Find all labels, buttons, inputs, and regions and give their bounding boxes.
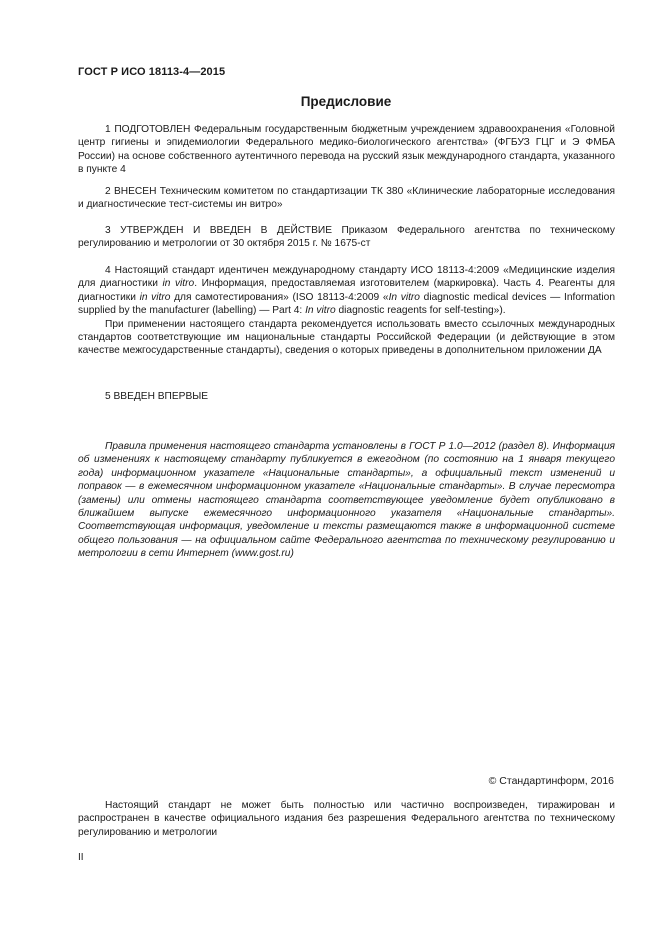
foreword-item-2-text: 2 ВНЕСЕН Техническим комитетом по стандартизации ТК 380 «Клинические лабораторные исследования и диагностические тест-системы ин витро» <box>78 186 615 211</box>
foreword-item-4 <box>78 264 615 358</box>
copyright-line: © Стандартинформ, 2016 <box>488 775 614 787</box>
standard-code-header: ГОСТ Р ИСО 18113-4—2015 <box>78 66 226 78</box>
item-4-italic-2: in vitro <box>139 291 171 303</box>
item-4-italic-4: In vitro <box>305 305 336 317</box>
item-4-text-e: diagnostic reagents for self-testing»). <box>335 305 506 317</box>
foreword-item-5 <box>78 390 615 403</box>
foreword-item-5-text: 5 ВВЕДЕН ВПЕРВЫЕ <box>105 391 209 402</box>
item-4-text-d: diagnostic medical devices — Information supplied by the manufacturer (labelling) — Part 4: <box>78 291 615 317</box>
item-4-text-b: . Информация, предоставляемая изготовителем (маркировка). Часть 4. Реагенты для диагностики <box>78 278 615 303</box>
foreword-item-3 <box>78 224 615 251</box>
foreword-item-1 <box>78 123 615 177</box>
page-title: Предисловие <box>300 94 392 109</box>
item-4-text-c: для самотестирования» (ISO 18113-4:2009 « <box>170 291 389 303</box>
rights-text: Настоящий стандарт не может быть полностью или частично воспроизведен, тиражирован и распространен в качестве официального издания без разрешения Федерального агентства по техническому регулированию и метрологии <box>78 800 615 838</box>
application-rules-notice <box>78 440 615 561</box>
page-number: II <box>78 852 84 863</box>
item-4-text-a: 4 Настоящий стандарт идентичен международному стандарту ИСО 18113-4:2009 «Медицинские изделия для диагностики <box>78 265 615 290</box>
foreword-item-4-paragraph-1 <box>78 264 615 318</box>
item-4-italic-3: In vitro <box>388 291 420 303</box>
reproduction-rights <box>78 799 615 839</box>
notice-text: Правила применения настоящего стандарта установлены в ГОСТ Р 1.0—2012 (раздел 8). Информация об изменениях к настоящему стандарту публикуется в ежегодном (по состоянию на 1 января текущего года) информационном указателе «Национальные стандарты», а официальный текст изменений и поправок — в ежемесячном информационном указателе «Национальные стандарты». В случае пересмотра (замены) или отмены настоящего стандарта соответствующее уведомление будет опубликовано в ближайшем выпуске ежемесячного информационного указателя «Национальные стандарты». Соответствующая информация, уведомление и тексты размещаются также в информационной системе общего пользования — на официальном сайте Федерального агентства по техническому регулированию и метрологии в сети Интернет (www.gost.ru) <box>78 441 615 560</box>
item-4-italic-1: in vitro <box>162 278 195 290</box>
foreword-item-4-paragraph-2: При применении настоящего стандарта рекомендуется использовать вместо ссылочных международных стандартов соответствующие им национальные стандарты Российской Федерации (и действующие в этом качестве межгосударственные стандарты), сведения о которых приведены в дополнительном приложении ДА <box>78 318 615 357</box>
foreword-item-1-text: 1 ПОДГОТОВЛЕН Федеральным государственным бюджетным учреждением здравоохранения «Головной центр гигиены и эпидемиологии Федерального медико-биологического агентства» (ФГБУЗ ГЦГ и Э ФМБА России) на основе собственного аутентичного перевода на русский язык международного стандарта, указанного в пункте 4 <box>78 124 615 176</box>
foreword-item-2 <box>78 185 615 212</box>
foreword-item-3-text: 3 УТВЕРЖДЕН И ВВЕДЕН В ДЕЙСТВИЕ Приказом Федерального агентства по техническому регулированию и метрологии от 30 октября 2015 г. № 1675-ст <box>78 225 615 250</box>
